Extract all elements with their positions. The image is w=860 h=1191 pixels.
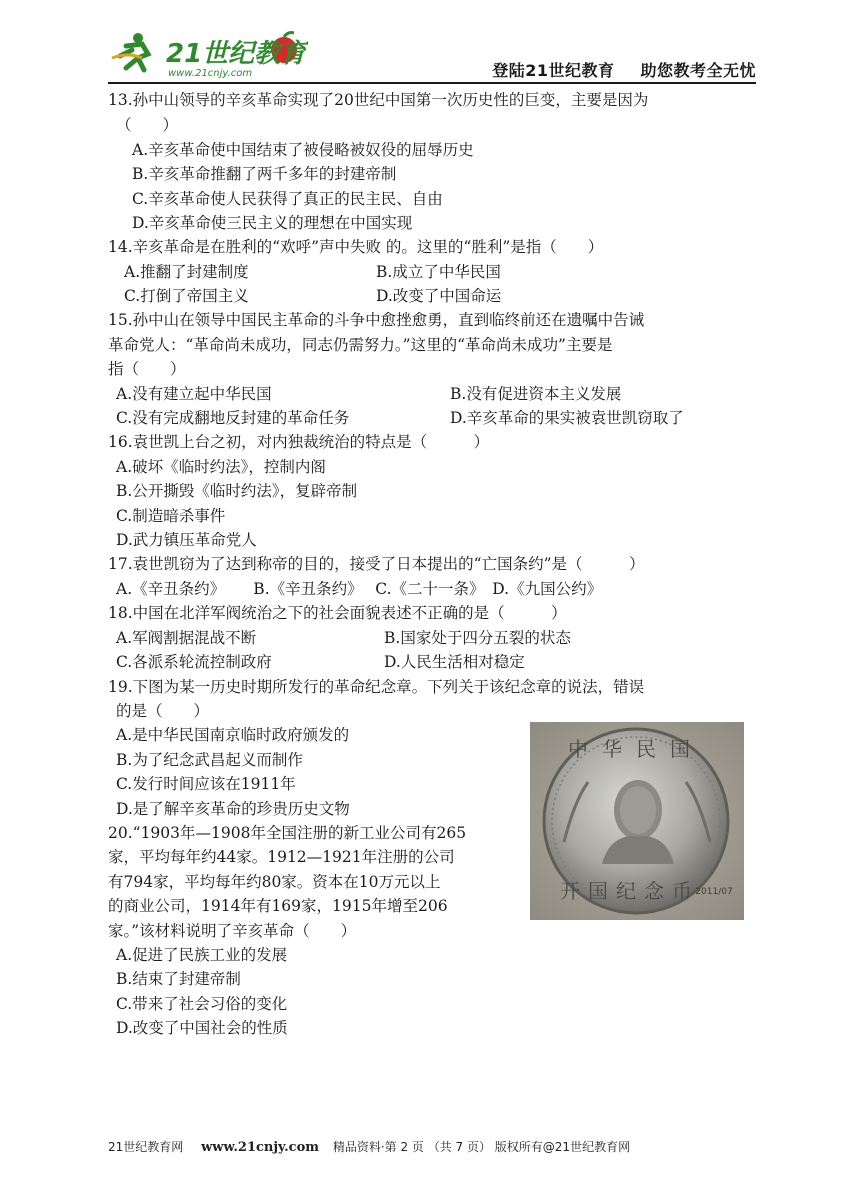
- q19-option-c: C.发行时间应该在1911年: [116, 775, 296, 793]
- q14-option-b: B.成立了中华民国: [376, 263, 501, 281]
- q19-option-b: B.为了纪念武昌起义而制作: [116, 751, 303, 769]
- slogan-left: 登陆21世纪教育: [492, 61, 615, 80]
- q15-option-d: D.辛亥革命的果实被袁世凯窃取了: [450, 409, 684, 427]
- q13-option-d: D.辛亥革命使三民主义的理想在中国实现: [132, 214, 413, 232]
- q15-stem-3: 指（ ）: [108, 360, 186, 378]
- q20-option-c: C.带来了社会习俗的变化: [116, 995, 288, 1013]
- q14-stem: 14.辛亥革命是在胜利的“欢呼”声中失败 的。这里的“胜利”是指（ ）: [108, 238, 604, 256]
- q13-stem-2: （ ）: [116, 116, 179, 134]
- page-footer: [108, 1138, 758, 1155]
- q14-option-a: A.推翻了封建制度: [124, 263, 249, 281]
- q20-stem-1: 20.“1903年—1908年全国注册的新工业公司有265: [108, 824, 467, 842]
- q15-option-c: C.没有完成翻地反封建的革命任务: [116, 409, 350, 427]
- q18-stem: 18.中国在北洋军阀统治之下的社会面貌表述不正确的是（ ）: [108, 604, 567, 622]
- footer-note: 精品资料·第 2 页 （共 7 页） 版权所有@21世纪教育网: [332, 1140, 631, 1154]
- q18-option-b: B.国家处于四分五裂的状态: [384, 629, 571, 647]
- q15-stem-2: 革命党人：“革命尚未成功，同志仍需努力。”这里的“革命尚未成功”主要是: [108, 336, 613, 354]
- coin-bottom-text: 开国纪念币: [560, 879, 700, 903]
- header-rule: [108, 82, 756, 84]
- footer-url[interactable]: www.21cnjy.com: [201, 1140, 319, 1155]
- q20-stem-2: 家，平均每年约44家。1912—1921年注册的公司: [108, 848, 455, 866]
- runner-icon: [112, 33, 148, 70]
- q20-stem-4: 的商业公司，1914年有169家，1915年增至206: [108, 897, 448, 915]
- commemorative-coin-image: [530, 722, 744, 920]
- q16-option-b: B.公开撕毁《临时约法》，复辟帝制: [116, 482, 358, 500]
- q17-options: A.《辛丑条约》 B.《辛丑条约》 C.《二十一条》 D.《九国公约》: [116, 580, 603, 598]
- slogan-right: 助您教考全无忧: [640, 61, 756, 80]
- site-logo: [108, 28, 308, 80]
- logo-text: 21世纪教育: [166, 39, 307, 69]
- logo-url: www.21cnjy.com: [168, 68, 253, 79]
- q13-stem-1: 13.孙中山领导的辛亥革命实现了20世纪中国第一次历史性的巨变，主要是因为: [108, 91, 649, 109]
- q15-option-a: A.没有建立起中华民国: [116, 385, 272, 403]
- q19-option-a: A.是中华民国南京临时政府颁发的: [116, 726, 350, 744]
- q16-option-a: A.破坏《临时约法》，控制内阁: [116, 458, 326, 476]
- q18-option-d: D.人民生活相对稳定: [384, 653, 525, 671]
- q20-option-a: A.促进了民族工业的发展: [116, 946, 288, 964]
- q19-option-d: D.是了解辛亥革命的珍贵历史文物: [116, 800, 350, 818]
- q20-stem-5: 家。”该材料说明了辛亥革命（ ）: [108, 922, 357, 940]
- q20-option-d: D.改变了中国社会的性质: [116, 1019, 288, 1037]
- q14-option-c: C.打倒了帝国主义: [124, 287, 249, 305]
- q15-stem-1: 15.孙中山在领导中国民主革命的斗争中愈挫愈勇，直到临终前还在遗嘱中告诫: [108, 311, 645, 329]
- photo-date-stamp: 2011/07: [695, 887, 733, 897]
- q13-option-a: A.辛亥革命使中国结束了被侵略被奴役的屈辱历史: [132, 141, 474, 159]
- q13-option-b: B.辛亥革命推翻了两千多年的封建帝制: [132, 165, 397, 183]
- q15-option-b: B.没有促进资本主义发展: [450, 385, 622, 403]
- header-slogan: [492, 58, 756, 81]
- q20-stem-3: 有794家，平均每年约80家。资本在10万元以上: [108, 873, 441, 891]
- page-header: [108, 28, 756, 84]
- q16-stem: 16.袁世凯上台之初，对内独裁统治的特点是（ ）: [108, 433, 490, 451]
- q18-option-c: C.各派系轮流控制政府: [116, 653, 272, 671]
- q17-stem: 17.袁世凯窃为了达到称帝的目的，接受了日本提出的“亡国条约”是（ ）: [108, 555, 645, 573]
- q19-stem-1: 19.下图为某一历史时期所发行的革命纪念章。下列关于该纪念章的说法，错误: [108, 678, 645, 696]
- q13-option-c: C.辛亥革命使人民获得了真正的民主民、自由: [132, 190, 443, 208]
- q16-option-c: C.制造暗杀事件: [116, 507, 226, 525]
- q14-option-d: D.改变了中国命运: [376, 287, 502, 305]
- q16-option-d: D.武力镇压革命党人: [116, 531, 257, 549]
- q18-option-a: A.军阀割据混战不断: [116, 629, 257, 647]
- coin-top-text: 中华民国: [568, 737, 704, 761]
- q20-option-b: B.结束了封建帝制: [116, 970, 241, 988]
- footer-site: 21世纪教育网: [108, 1140, 184, 1154]
- q19-stem-2: 的是（ ）: [116, 702, 210, 720]
